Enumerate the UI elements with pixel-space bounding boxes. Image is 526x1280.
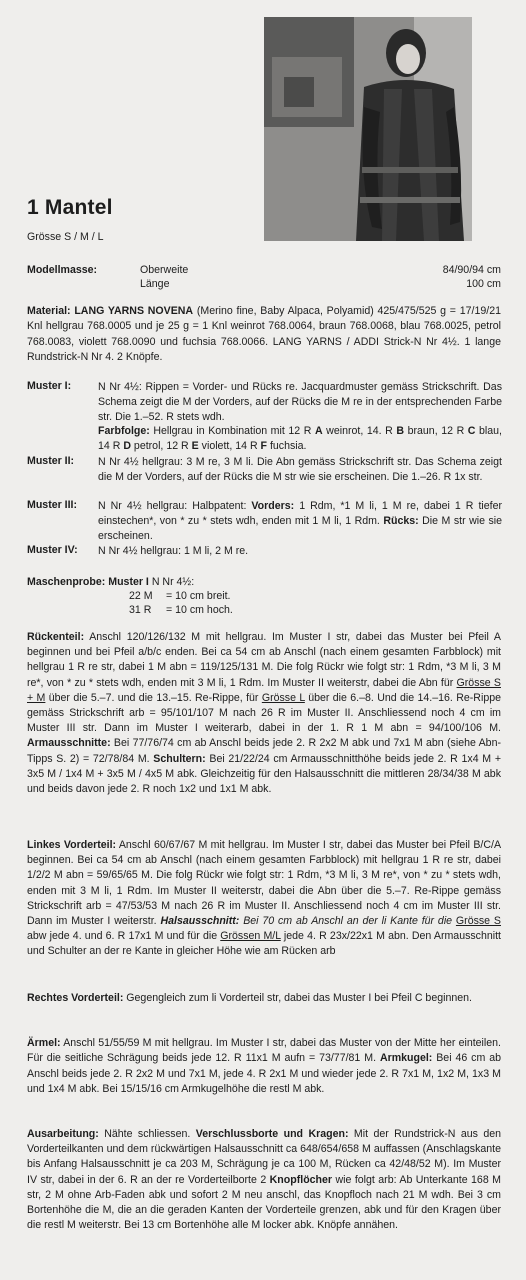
- muster-1-label: Muster I:: [27, 380, 72, 392]
- linkes-size: Grössen M/L: [220, 930, 281, 943]
- model-label: Modellmasse:: [27, 264, 98, 276]
- linkes-text: abw jede 4. und 6. R 17x1 M und für die: [27, 930, 221, 943]
- linkes-heading: Halsausschnitt:: [160, 915, 240, 928]
- maschenprobe-label: Maschenprobe:: [27, 576, 106, 588]
- rueckenteil-text: Bei 21/22/24 cm Armausschnitthöhe beids jede 2. R 1x4 M + 3x5 M / 1x4 M + 3x5 M / 4x5 M abk. Gleichzeitig für den Halsausschnitt die mittleren 28/34/38 M abk und beids davon jede 2. R noch 1x2 und 1x1 M abk.: [27, 752, 502, 796]
- farbfolge-letter: F: [260, 440, 268, 453]
- aermel-section: [27, 1036, 501, 1098]
- farbfolge-part: blau, 14 R: [98, 425, 502, 453]
- farbfolge-letter: B: [396, 425, 405, 438]
- muster-3-text: Die M str wie sie erscheinen.: [98, 514, 502, 542]
- model-row-value: 100 cm: [466, 278, 501, 290]
- material-brand: LANG YARNS NOVENA: [74, 305, 194, 317]
- muster-3-rueecks: Rücks:: [383, 514, 419, 527]
- rueckenteil-text: Anschl 120/126/132 M mit hellgrau. Im Muster I str, dabei das Muster bei Pfeil A beginnen und bei Pfeil a/b/c enden. Bei ca 54 cm ab Anschl (nach einem gesamten Farbblock) mit hellgrau 1 R re str, dabei 1 M abn = 119/125/131 M. Die folg Rückr wie folgt str: 1 Rdm, *3 M li, 3 M re*, von * zu * stets wdh, enden mit 3 M li, 1 Rdm. Im Muster II weiterstr, dabei die Abn für: [27, 631, 501, 689]
- material-text: (Merino fine, Baby Alpaca, Polyamid) 425/475/525 g = 17/19/21 Knl hellgrau 768.0005 und je 25 g = 1 Knl weinrot 768.0064, braun 768.0068, blau 768.0025, petrol 768.0083, violett 768.0090 und fuchsia 768.0066. LANG YARNS / ADDI Strick-N Nr 4½. 1 lange Rundstrick-N Nr 4. 2 Knöpfe.: [27, 305, 501, 364]
- farbfolge-part: Hellgrau in Kombination mit 12 R: [149, 425, 315, 438]
- muster-3-text: 1 Rdm, *1 M li, 1 M re, dabei 1 R tiefer einstechen*, von * zu * stets wdh, enden mit 1 M li, 1 Rdm.: [98, 500, 503, 527]
- linkes-text: Anschl 60/67/67 M mit hellgrau. Im Muster I str, dabei das Muster bei Pfeil B/C/A beginnen. Bei ca 54 cm ab Anschl (nach einem gesamten Farbblock) mit hellgrau 1 R re str, dabei 1/2/2 M abn = 59/65/65 M. Die folg Rückr wie folgt str: 1 Rdm, *3 M li, 3 M re*, von * zu * stets wdh, enden mit 3 M li, 1 Rdm. Im Muster II weiterstr, dabei die Abn über die 5.–7. Re-Rippe gemäss Strickschrift arb = 47/53/53 M nach 26 R im Muster II. Anschliessend noch 4 cm im Muster III str. Dann im Muster I weiterstr.: [27, 839, 502, 928]
- maschenprobe: [27, 575, 194, 590]
- muster-3-label: Muster III:: [27, 499, 78, 511]
- ausarbeitung-section: [27, 1127, 501, 1233]
- farbfolge-letter: C: [467, 425, 476, 438]
- farbfolge-letter: E: [191, 440, 199, 453]
- linkes-label: Linkes Vorderteil:: [27, 839, 117, 851]
- linkes-size: Grösse S: [455, 915, 501, 928]
- muster-3-text: N Nr 4½ hellgrau: Halbpatent:: [98, 500, 252, 512]
- linkes-text: Bei 70 cm ab Anschl an der li Kante für die: [239, 915, 456, 928]
- muster-3-body: [98, 499, 502, 543]
- rueckenteil-text: Bei 77/76/74 cm ab Anschl beids jede 2. R 2x2 M abk und 7x1 M abn (siehe Abn-Tipps S. 2) = 72/78/84 M.: [27, 737, 501, 765]
- model-photo-illustration: [264, 17, 472, 241]
- muster-4-label: Muster IV:: [27, 544, 78, 556]
- rechtes-label: Rechtes Vorderteil:: [27, 992, 124, 1004]
- linkes-text: jede 4. R 23x/22x1 M abn. Den Armausschnitt und Schulter an der re Kante in gleicher Höhe wie am Rücken arb: [27, 930, 502, 958]
- ausarbeitung-text: Mit der Rundstrick-N aus den Vorderteilkanten und dem rückwärtigen Halsausschnitt ca 648/654/658 M auffassen (Anschlagskante bis Anfang Halsausschnitt je ca 203 M, Schrägung je ca 100 M, Rücken ca 42/48/52 M). Im Muster IV str, dabei in der 6. R an der re Vorderteilborte 2: [27, 1128, 501, 1186]
- maschenprobe-muster: Muster I: [108, 576, 149, 588]
- model-row-value: 84/90/94 cm: [442, 264, 501, 276]
- muster-4-body: N Nr 4½ hellgrau: 1 M li, 2 M re.: [98, 545, 249, 557]
- farbfolge: [98, 424, 502, 454]
- model-row-name: Länge: [140, 278, 170, 290]
- aermel-text: Anschl 51/55/59 M mit hellgrau. Im Muster I str, dabei das Muster von der Mitte her einteilen. Für die seitliche Schrägung beids jede 12. R 11x1 M aufn = 73/77/81 M.: [27, 1037, 501, 1065]
- maschenprobe-needle: N Nr 4½:: [148, 576, 195, 588]
- farbfolge-letter: D: [123, 440, 131, 453]
- aermel-heading: Armkugel:: [379, 1052, 433, 1065]
- farbfolge-label: Farbfolge:: [98, 425, 150, 438]
- muster-1-body: [98, 380, 502, 454]
- rueckenteil-heading: Armausschnitte:: [27, 737, 111, 750]
- aermel-label: Ärmel:: [27, 1037, 61, 1049]
- rueckenteil-size: Grösse L: [261, 691, 305, 704]
- model-photo: [264, 17, 472, 241]
- ausarbeitung-text: Nähte schliessen.: [98, 1128, 196, 1140]
- farbfolge-part: violett, 14 R: [198, 440, 261, 453]
- material-label: Material:: [27, 305, 71, 317]
- page-title: 1 Mantel: [27, 196, 113, 219]
- rueckenteil-section: [27, 630, 501, 797]
- linkes-vorderteil-section: [27, 838, 501, 960]
- rechtes-text: Gegengleich zum li Vorderteil str, dabei das Muster I bei Pfeil C beginnen.: [123, 992, 472, 1004]
- maschenprobe-row-a: 31 R: [129, 604, 152, 616]
- sizes: Grösse S / M / L: [27, 231, 104, 243]
- muster-3-vorders: Vorders:: [251, 500, 295, 512]
- rueckenteil-size: Grösse S + M: [27, 676, 501, 704]
- muster-1-text: N Nr 4½: Rippen = Vorder- und Rücks re. Jacquardmuster gemäss Strickschrift. Das Schema zeigt die M der Vorders, auf der Rücks die M re in der entsprechenden Farbe str. Die 1.–52. R stets wdh.: [98, 381, 502, 423]
- ausarbeitung-label: Ausarbeitung:: [27, 1128, 99, 1140]
- farbfolge-part: fuchsia.: [267, 440, 307, 453]
- ausarbeitung-heading: Verschlussborte und Kragen:: [195, 1128, 349, 1140]
- farbfolge-part: weinrot, 14. R: [322, 425, 397, 438]
- aermel-text: Bei 46 cm ab Anschl beids jede 2. R 2x2 M und 7x1 M, jede 4. R 2x1 M und wieder jede 2. R 7x1 M, 1x2 M, 1x3 M und 1x4 M abk. Bei 15/15/16 cm Armkugelhöhe die restl M abk.: [27, 1052, 501, 1096]
- rueckenteil-text: über die 5.–7. und die 13.–15. Re-Rippe, für: [45, 691, 262, 704]
- maschenprobe-row-b: = 10 cm breit.: [166, 590, 231, 602]
- rueckenteil-text: über die 6.–8. Und die 14.–16. Re-Rippe gemäss Strickschrift arb = 95/101/107 M nach 26 R im Muster II. Anschliessend noch 4 cm im Muster III str. Dann im Muster I weiterarb, dabei in der 1. R 1 M abn = 94/100/106 M.: [27, 691, 501, 735]
- material-section: [27, 304, 501, 366]
- ausarbeitung-heading: Knopflöcher: [269, 1173, 333, 1186]
- farbfolge-part: petrol, 12 R: [130, 440, 192, 453]
- rechtes-vorderteil-section: [27, 991, 501, 1006]
- muster-2-body: N Nr 4½ hellgrau: 3 M re, 3 M li. Die Abn gemäss Strickschrift str. Das Schema zeigt die M der Vorders, auf der Rücks die M str wie sie erscheinen. Die 1.–26. R 1x str.: [98, 456, 502, 483]
- maschenprobe-row-b: = 10 cm hoch.: [166, 604, 233, 616]
- rueckenteil-label: Rückenteil:: [27, 631, 85, 643]
- muster-2-label: Muster II:: [27, 455, 75, 467]
- maschenprobe-row-a: 22 M: [129, 590, 153, 602]
- farbfolge-part: braun, 12 R: [404, 425, 468, 438]
- model-row-name: Oberweite: [140, 264, 189, 276]
- ausarbeitung-text: wie folgt arb: Ab Unterkante 168 M str, 2 M ohne Arb-Faden abk und sofort 2 M neu anschl, das Knopfloch nach 21 M wdh. Bei 3 cm Bortenhöhe die M, die an die geraden Kanten der Vorderteile grenzen, abk und für den Kragen über die restl M weiterstr. Bei 13 cm Bortenhöhe alle M locker abk. Knöpfe annähen.: [27, 1173, 501, 1232]
- rueckenteil-heading: Schultern:: [153, 752, 206, 765]
- farbfolge-letter: A: [314, 425, 323, 438]
